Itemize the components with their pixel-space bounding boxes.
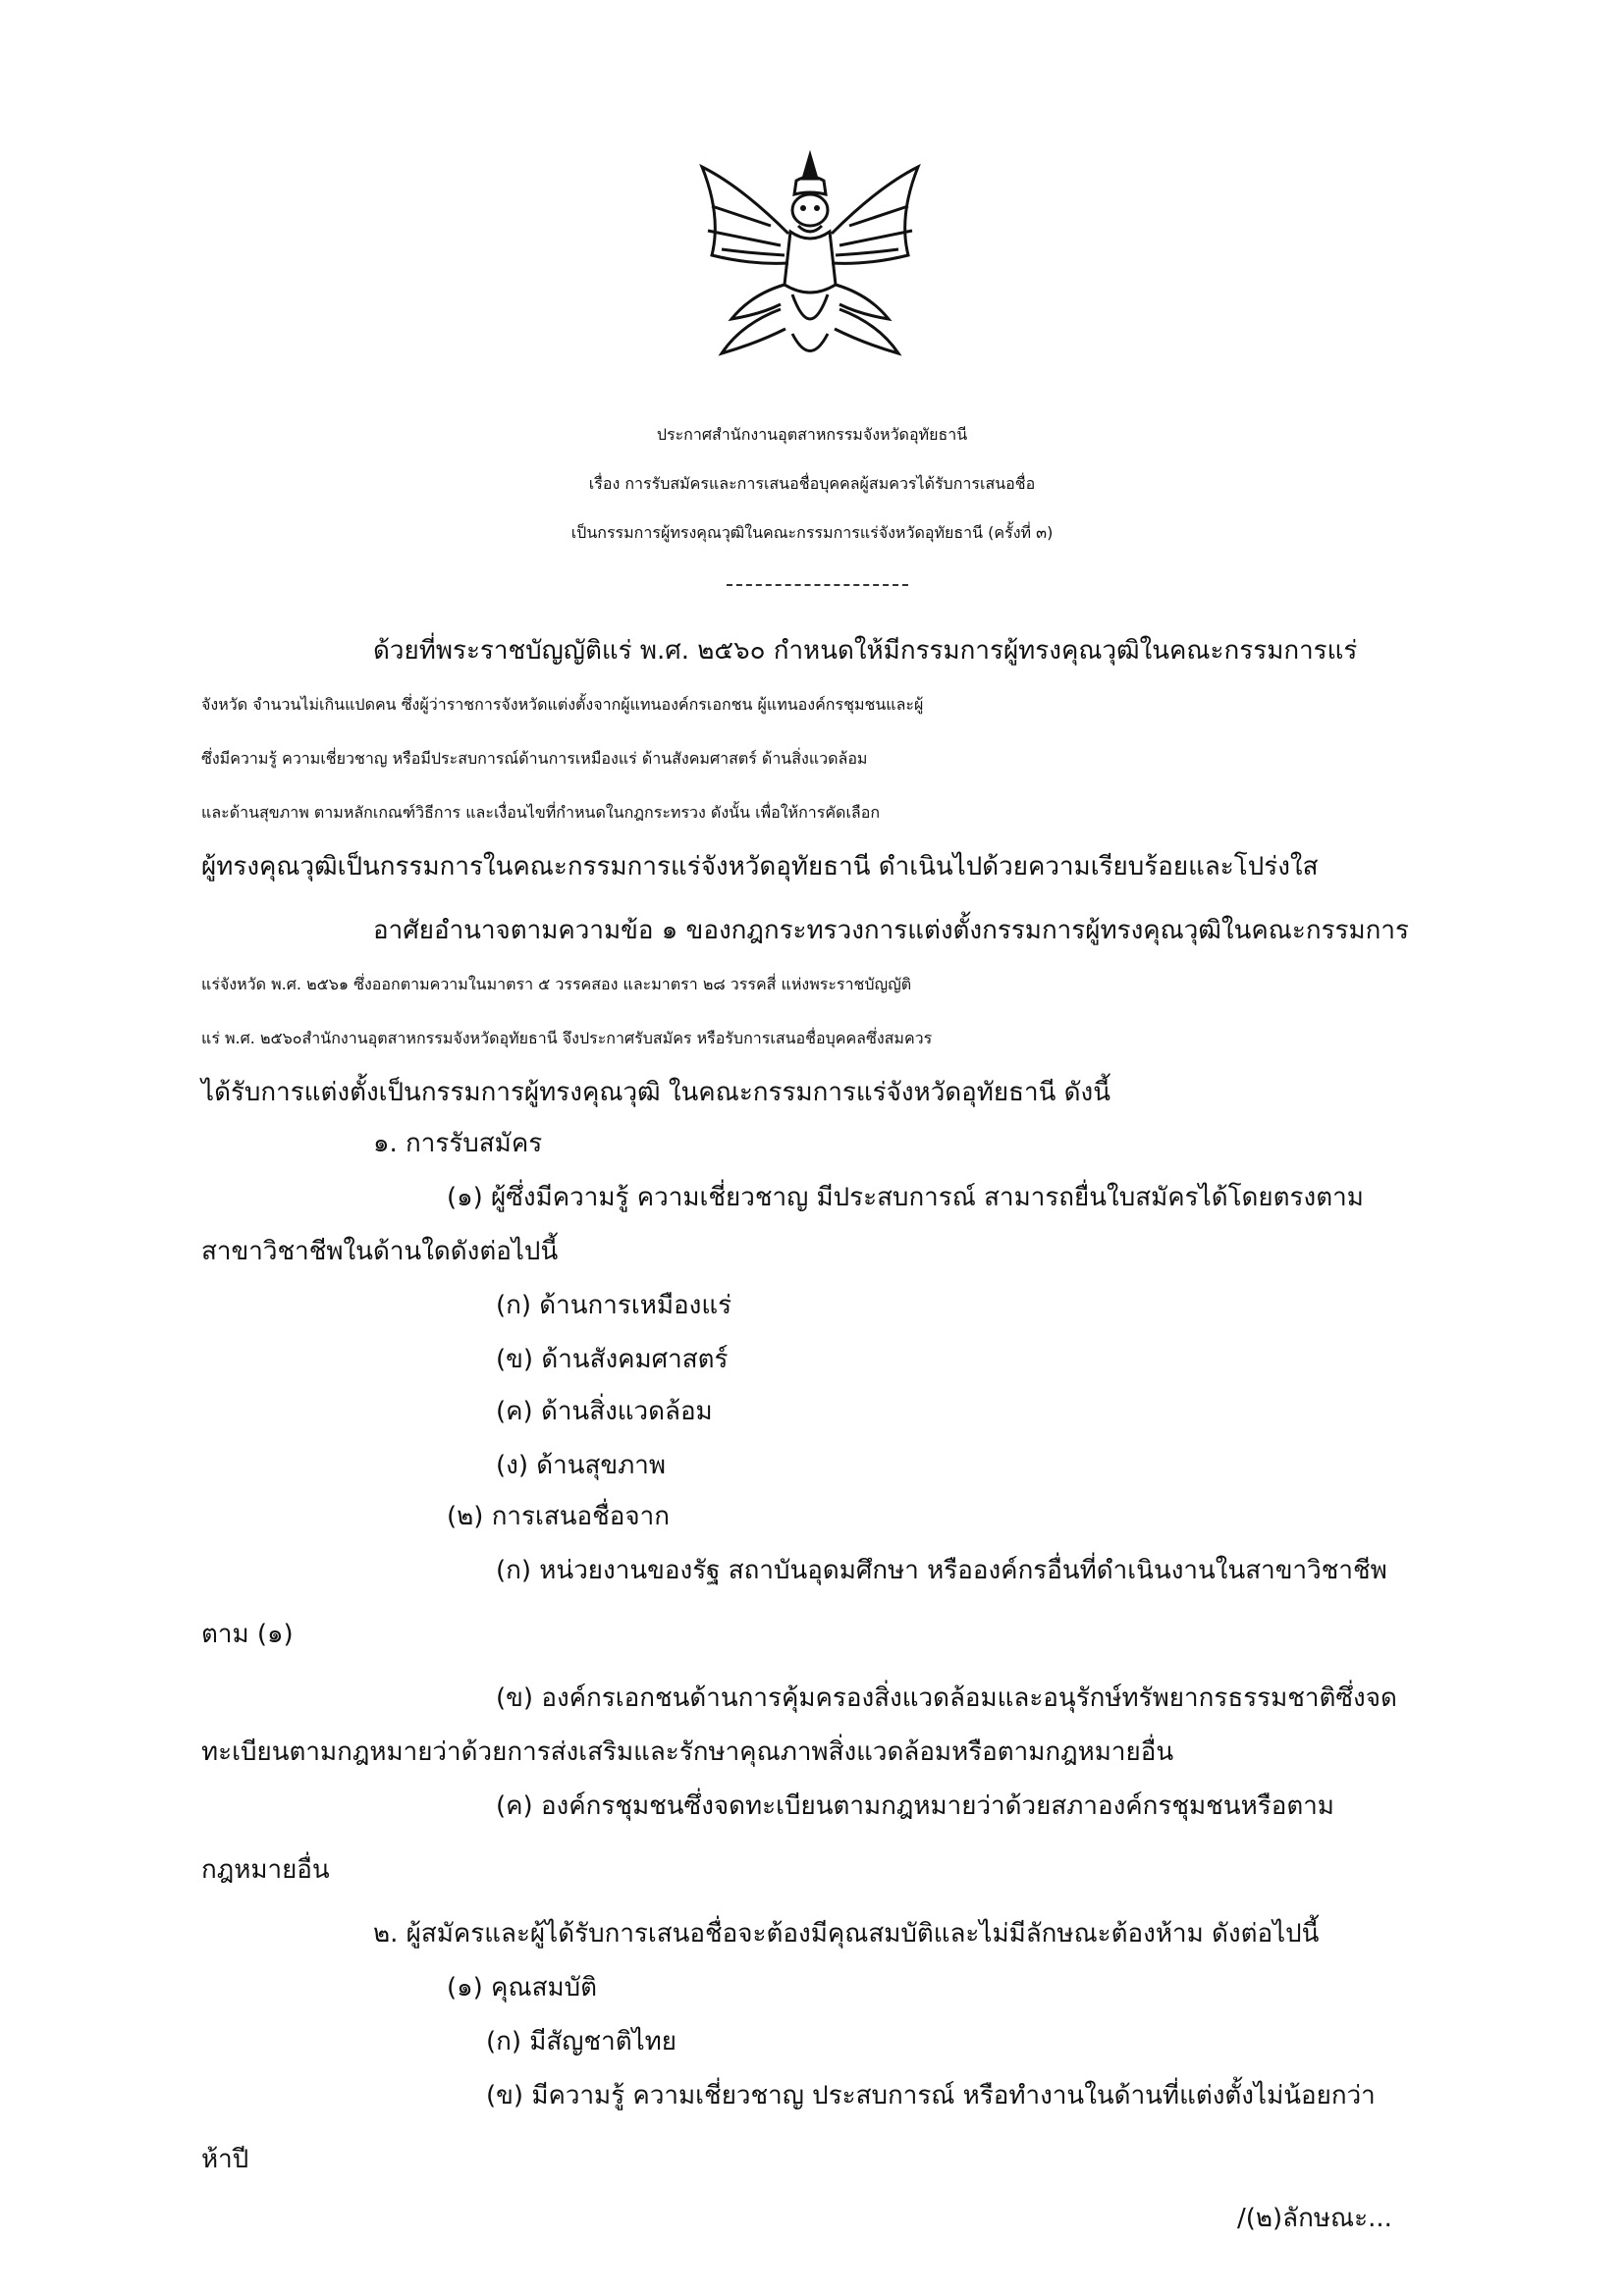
- title-line-3: เป็นกรรมการผู้ทรงคุณวุฒิในคณะกรรมการแร่จังหวัดอุทัยธานี (ครั้งที่ ๓): [570, 523, 1054, 542]
- section-2-1b-line-1: (ข) มีความรู้ ความเชี่ยวชาญ ประสบการณ์ หรือทำงานในด้านที่แต่งตั้งไม่น้อยกว่า: [486, 2081, 1376, 2110]
- continuation-marker: /(๒)ลักษณะ...: [1237, 2204, 1392, 2233]
- para2-line-3: แร่ พ.ศ. ๒๕๖๐สำนักงานอุตสาหกรรมจังหวัดอุทัยธานี จึงประกาศรับสมัคร หรือรับการเสนอชื่อบุคคลซึ่งสมควร: [201, 1029, 933, 1047]
- section-1-1-line-2: สาขาวิชาชีพในด้านใดดังต่อไปนี้: [201, 1237, 559, 1266]
- section-1-2b-line-2: ทะเบียนตามกฎหมายว่าด้วยการส่งเสริมและรักษาคุณภาพสิ่งแวดล้อมหรือตามกฎหมายอื่น: [201, 1737, 1174, 1767]
- list-item-health: (ง) ด้านสุขภาพ: [496, 1451, 667, 1480]
- para2-line-2: แร่จังหวัด พ.ศ. ๒๕๖๑ ซึ่งออกตามความในมาตรา ๕ วรรคสอง และมาตรา ๒๘ วรรคสี่ แห่งพระราชบัญญัติ: [201, 975, 912, 993]
- para1-line-5: ผู้ทรงคุณวุฒิเป็นกรรมการในคณะกรรมการแร่จังหวัดอุทัยธานี ดำเนินไปด้วยความเรียบร้อยและโปร่งใส: [201, 852, 1319, 881]
- section-1-2c-line-1: (ค) องค์กรชุมชนซึ่งจดทะเบียนตามกฎหมายว่าด้วยสภาองค์กรชุมชนหรือตาม: [496, 1791, 1334, 1821]
- section-1-2-heading: (๒) การเสนอชื่อจาก: [447, 1502, 670, 1531]
- title-separator: [727, 584, 908, 586]
- list-item-environment: (ค) ด้านสิ่งแวดล้อม: [496, 1397, 713, 1426]
- section-1-2a-line-2: ตาม (๑): [201, 1620, 294, 1649]
- section-2-1a: (ก) มีสัญชาติไทย: [486, 2027, 677, 2056]
- para1-line-3: ซึ่งมีความรู้ ความเชี่ยวชาญ หรือมีประสบการณ์ด้านการเหมืองแร่ ด้านสังคมศาสตร์ ด้านสิ่งแวดล้อม: [201, 749, 868, 768]
- section-2-1-heading: (๑) คุณสมบัติ: [447, 1973, 597, 2002]
- title-line-2: เรื่อง การรับสมัครและการเสนอชื่อบุคคลผู้สมควรได้รับการเสนอชื่อ: [588, 474, 1036, 493]
- para2-line-1: อาศัยอำนาจตามความข้อ ๑ ของกฎกระทรวงการแต่งตั้งกรรมการผู้ทรงคุณวุฒิในคณะกรรมการ: [373, 916, 1409, 945]
- section-1-2c-line-2: กฎหมายอื่น: [201, 1855, 330, 1885]
- announcement-title: [0, 410, 1624, 558]
- section-2-1b-line-2: ห้าปี: [201, 2145, 249, 2174]
- para1-line-2: จังหวัด จำนวนไม่เกินแปดคน ซึ่งผู้ว่าราชการจังหวัดแต่งตั้งจากผู้แทนองค์กรเอกชน ผู้แทนองค์กรชุมชนและผู้: [201, 695, 924, 714]
- section-2-heading: ๒. ผู้สมัครและผู้ได้รับการเสนอชื่อจะต้องมีคุณสมบัติและไม่มีลักษณะต้องห้าม ดังต่อไปนี้: [373, 1919, 1320, 1949]
- section-1-heading: ๑. การรับสมัคร: [373, 1129, 543, 1158]
- list-item-social-science: (ข) ด้านสังคมศาสตร์: [496, 1345, 729, 1374]
- garuda-emblem-icon: [682, 147, 938, 378]
- section-1-2a-line-1: (ก) หน่วยงานของรัฐ สถาบันอุดมศึกษา หรือองค์กรอื่นที่ดำเนินงานในสาขาวิชาชีพ: [496, 1556, 1387, 1585]
- list-item-mining: (ก) ด้านการเหมืองแร่: [496, 1291, 732, 1320]
- para1-line-1: ด้วยที่พระราชบัญญัติแร่ พ.ศ. ๒๕๖๐ กำหนดให้มีกรรมการผู้ทรงคุณวุฒิในคณะกรรมการแร่: [373, 636, 1358, 666]
- section-1-2b-line-1: (ข) องค์กรเอกชนด้านการคุ้มครองสิ่งแวดล้อมและอนุรักษ์ทรัพยากรธรรมชาติซึ่งจด: [496, 1683, 1397, 1713]
- para1-line-4: และด้านสุขภาพ ตามหลักเกณฑ์วิธีการ และเงื่อนไขที่กำหนดในกฎกระทรวง ดังนั้น เพื่อให้การคัดเลือก: [201, 803, 881, 822]
- section-1-1-line-1: (๑) ผู้ซึ่งมีความรู้ ความเชี่ยวชาญ มีประสบการณ์ สามารถยื่นใบสมัครได้โดยตรงตาม: [447, 1183, 1364, 1212]
- para2-line-4: ได้รับการแต่งตั้งเป็นกรรมการผู้ทรงคุณวุฒิ ในคณะกรรมการแร่จังหวัดอุทัยธานี ดังนี้: [201, 1078, 1111, 1107]
- title-line-1: ประกาศสำนักงานอุตสาหกรรมจังหวัดอุทัยธานี: [656, 425, 968, 444]
